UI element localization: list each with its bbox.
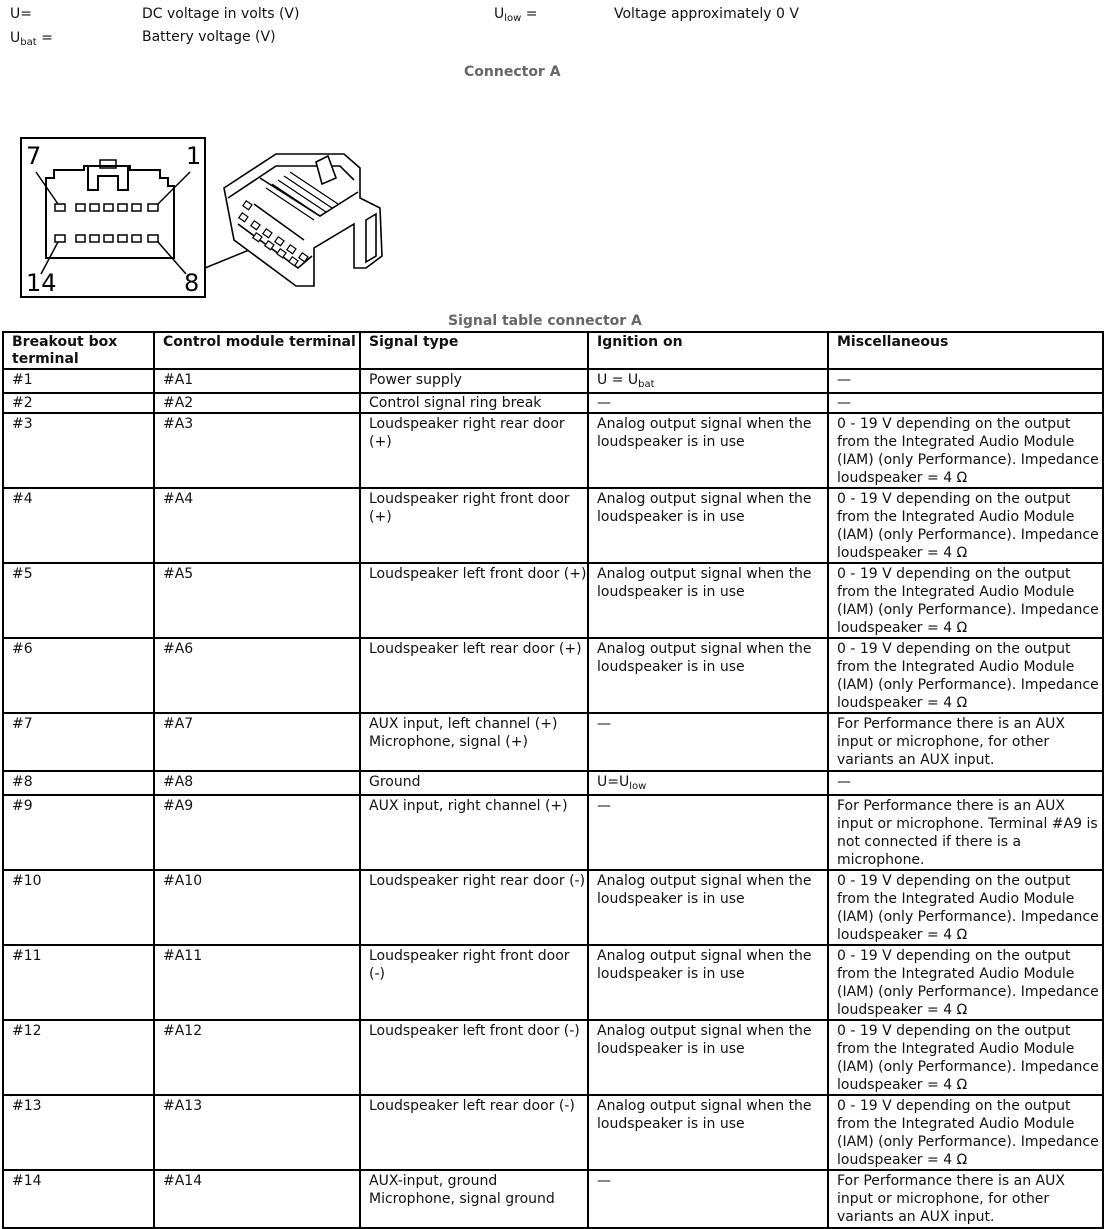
legend-ulow-label: $U_{low}$ = <box>494 6 538 24</box>
ignition-main-text: U=U <box>597 774 630 790</box>
cell-breakout-terminal: #10 <box>3 870 154 945</box>
ignition-main-text: — <box>597 798 611 814</box>
cell-signal-type: Loudspeaker left front door (-) <box>360 1020 588 1095</box>
ignition-main-text: Analog output signal when the loudspeaker is in use <box>597 491 812 525</box>
cell-breakout-terminal: #2 <box>3 393 154 413</box>
cell-signal-type: Ground <box>360 771 588 795</box>
cell-breakout-terminal: #7 <box>3 713 154 771</box>
connector-diagram <box>14 128 394 306</box>
cell-control-module-terminal: #A8 <box>154 771 360 795</box>
cell-miscellaneous: 0 - 19 V depending on the output from the Integrated Audio Module (IAM) (only Performance). Impedance loudspeaker = 4 Ω <box>828 563 1103 638</box>
cell-ignition-on <box>588 1095 828 1170</box>
cell-breakout-terminal: #6 <box>3 638 154 713</box>
pin-label-14: 14 <box>26 269 57 297</box>
cell-breakout-terminal: #11 <box>3 945 154 1020</box>
table-row <box>3 1095 1103 1170</box>
cell-ignition-on <box>588 1020 828 1095</box>
table-header-row <box>3 332 1103 369</box>
cell-signal-type: Power supply <box>360 369 588 393</box>
header-control-module-terminal: Control module terminal <box>154 332 360 369</box>
cell-signal-type: AUX-input, ground Microphone, signal ground <box>360 1170 588 1228</box>
cell-miscellaneous: — <box>828 369 1103 393</box>
cell-miscellaneous: 0 - 19 V depending on the output from the Integrated Audio Module (IAM) (only Performance). Impedance loudspeaker = 4 Ω <box>828 945 1103 1020</box>
cell-ignition-on <box>588 870 828 945</box>
ignition-main-text: — <box>597 395 611 411</box>
ignition-main-text: Analog output signal when the loudspeaker is in use <box>597 1098 812 1132</box>
cell-breakout-terminal: #14 <box>3 1170 154 1228</box>
cell-ignition-on <box>588 771 828 795</box>
table-row <box>3 638 1103 713</box>
cell-ignition-on <box>588 1170 828 1228</box>
cell-control-module-terminal: #A4 <box>154 488 360 563</box>
ignition-main-text: — <box>597 716 611 732</box>
table-row <box>3 771 1103 795</box>
cell-breakout-terminal: #5 <box>3 563 154 638</box>
cell-control-module-terminal: #A12 <box>154 1020 360 1095</box>
table-row <box>3 369 1103 393</box>
ignition-main-text: U = U <box>597 372 639 388</box>
cell-control-module-terminal: #A3 <box>154 413 360 488</box>
cell-breakout-terminal: #4 <box>3 488 154 563</box>
table-row <box>3 413 1103 488</box>
table-row <box>3 393 1103 413</box>
cell-ignition-on <box>588 488 828 563</box>
pin-label-8: 8 <box>184 269 200 297</box>
cell-miscellaneous: For Performance there is an AUX input or microphone. Terminal #A9 is not connected if there is a microphone. <box>828 795 1103 870</box>
cell-ignition-on <box>588 413 828 488</box>
ignition-main-text: — <box>597 1173 611 1189</box>
cell-signal-type: Loudspeaker right rear door (+) <box>360 413 588 488</box>
cell-signal-type: AUX input, left channel (+) Microphone, signal (+) <box>360 713 588 771</box>
pin-label-7: 7 <box>26 142 42 170</box>
cell-miscellaneous: — <box>828 393 1103 413</box>
cell-ignition-on <box>588 945 828 1020</box>
cell-miscellaneous: 0 - 19 V depending on the output from the Integrated Audio Module (IAM) (only Performance). Impedance loudspeaker = 4 Ω <box>828 1095 1103 1170</box>
header-ignition-on: Ignition on <box>588 332 828 369</box>
table-row <box>3 1020 1103 1095</box>
cell-miscellaneous: For Performance there is an AUX input or microphone, for other variants an AUX input. <box>828 713 1103 771</box>
signal-table <box>2 331 1104 1229</box>
cell-breakout-terminal: #9 <box>3 795 154 870</box>
legend-ubat-desc: Battery voltage (V) <box>142 29 276 45</box>
cell-ignition-on <box>588 713 828 771</box>
legend-u-desc: DC voltage in volts (V) <box>142 6 300 22</box>
cell-miscellaneous: For Performance there is an AUX input or microphone, for other variants an AUX input. <box>828 1170 1103 1228</box>
connector-title: Connector A <box>464 64 561 80</box>
cell-control-module-terminal: #A14 <box>154 1170 360 1228</box>
table-title: Signal table connector A <box>448 313 642 329</box>
header-miscellaneous: Miscellaneous <box>828 332 1103 369</box>
cell-signal-type: Loudspeaker right front door (+) <box>360 488 588 563</box>
table-row <box>3 713 1103 771</box>
legend-ulow-desc: Voltage approximately 0 V <box>614 6 799 22</box>
cell-ignition-on <box>588 393 828 413</box>
ignition-subscript: low <box>629 781 647 792</box>
cell-breakout-terminal: #3 <box>3 413 154 488</box>
table-row <box>3 945 1103 1020</box>
cell-signal-type: Loudspeaker left front door (+) <box>360 563 588 638</box>
ignition-main-text: Analog output signal when the loudspeaker is in use <box>597 566 812 600</box>
cell-breakout-terminal: #8 <box>3 771 154 795</box>
ignition-subscript: bat <box>638 379 655 390</box>
cell-control-module-terminal: #A1 <box>154 369 360 393</box>
header-signal-type: Signal type <box>360 332 588 369</box>
ignition-main-text: Analog output signal when the loudspeaker is in use <box>597 873 812 907</box>
ignition-main-text: Analog output signal when the loudspeaker is in use <box>597 641 812 675</box>
cell-miscellaneous: — <box>828 771 1103 795</box>
cell-miscellaneous: 0 - 19 V depending on the output from the Integrated Audio Module (IAM) (only Performance). Impedance loudspeaker = 4 Ω <box>828 488 1103 563</box>
table-row <box>3 488 1103 563</box>
legend-ubat-label: $U_{bat}$ = <box>10 30 53 48</box>
cell-signal-type: AUX input, right channel (+) <box>360 795 588 870</box>
header-breakout-terminal: Breakout box terminal <box>3 332 154 369</box>
cell-control-module-terminal: #A11 <box>154 945 360 1020</box>
cell-miscellaneous: 0 - 19 V depending on the output from the Integrated Audio Module (IAM) (only Performance). Impedance loudspeaker = 4 Ω <box>828 413 1103 488</box>
cell-miscellaneous: 0 - 19 V depending on the output from the Integrated Audio Module (IAM) (only Performance). Impedance loudspeaker = 4 Ω <box>828 870 1103 945</box>
cell-ignition-on <box>588 563 828 638</box>
table-row <box>3 563 1103 638</box>
ignition-main-text: Analog output signal when the loudspeaker is in use <box>597 416 812 450</box>
cell-signal-type: Control signal ring break <box>360 393 588 413</box>
ignition-main-text: Analog output signal when the loudspeaker is in use <box>597 1023 812 1057</box>
cell-ignition-on <box>588 638 828 713</box>
cell-control-module-terminal: #A2 <box>154 393 360 413</box>
cell-miscellaneous: 0 - 19 V depending on the output from the Integrated Audio Module (IAM) (only Performance). Impedance loudspeaker = 4 Ω <box>828 638 1103 713</box>
cell-control-module-terminal: #A13 <box>154 1095 360 1170</box>
cell-signal-type: Loudspeaker left rear door (+) <box>360 638 588 713</box>
cell-signal-type: Loudspeaker right front door (-) <box>360 945 588 1020</box>
cell-control-module-terminal: #A5 <box>154 563 360 638</box>
cell-control-module-terminal: #A9 <box>154 795 360 870</box>
cell-miscellaneous: 0 - 19 V depending on the output from the Integrated Audio Module (IAM) (only Performance). Impedance loudspeaker = 4 Ω <box>828 1020 1103 1095</box>
table-row <box>3 795 1103 870</box>
pin-label-1: 1 <box>186 142 202 170</box>
table-row <box>3 870 1103 945</box>
cell-ignition-on <box>588 795 828 870</box>
cell-breakout-terminal: #12 <box>3 1020 154 1095</box>
cell-control-module-terminal: #A10 <box>154 870 360 945</box>
legend-u-label: U= <box>10 6 32 22</box>
table-row <box>3 1170 1103 1228</box>
cell-control-module-terminal: #A7 <box>154 713 360 771</box>
cell-breakout-terminal: #1 <box>3 369 154 393</box>
cell-ignition-on <box>588 369 828 393</box>
cell-signal-type: Loudspeaker right rear door (-) <box>360 870 588 945</box>
cell-breakout-terminal: #13 <box>3 1095 154 1170</box>
cell-signal-type: Loudspeaker left rear door (-) <box>360 1095 588 1170</box>
cell-control-module-terminal: #A6 <box>154 638 360 713</box>
ignition-main-text: Analog output signal when the loudspeaker is in use <box>597 948 812 982</box>
